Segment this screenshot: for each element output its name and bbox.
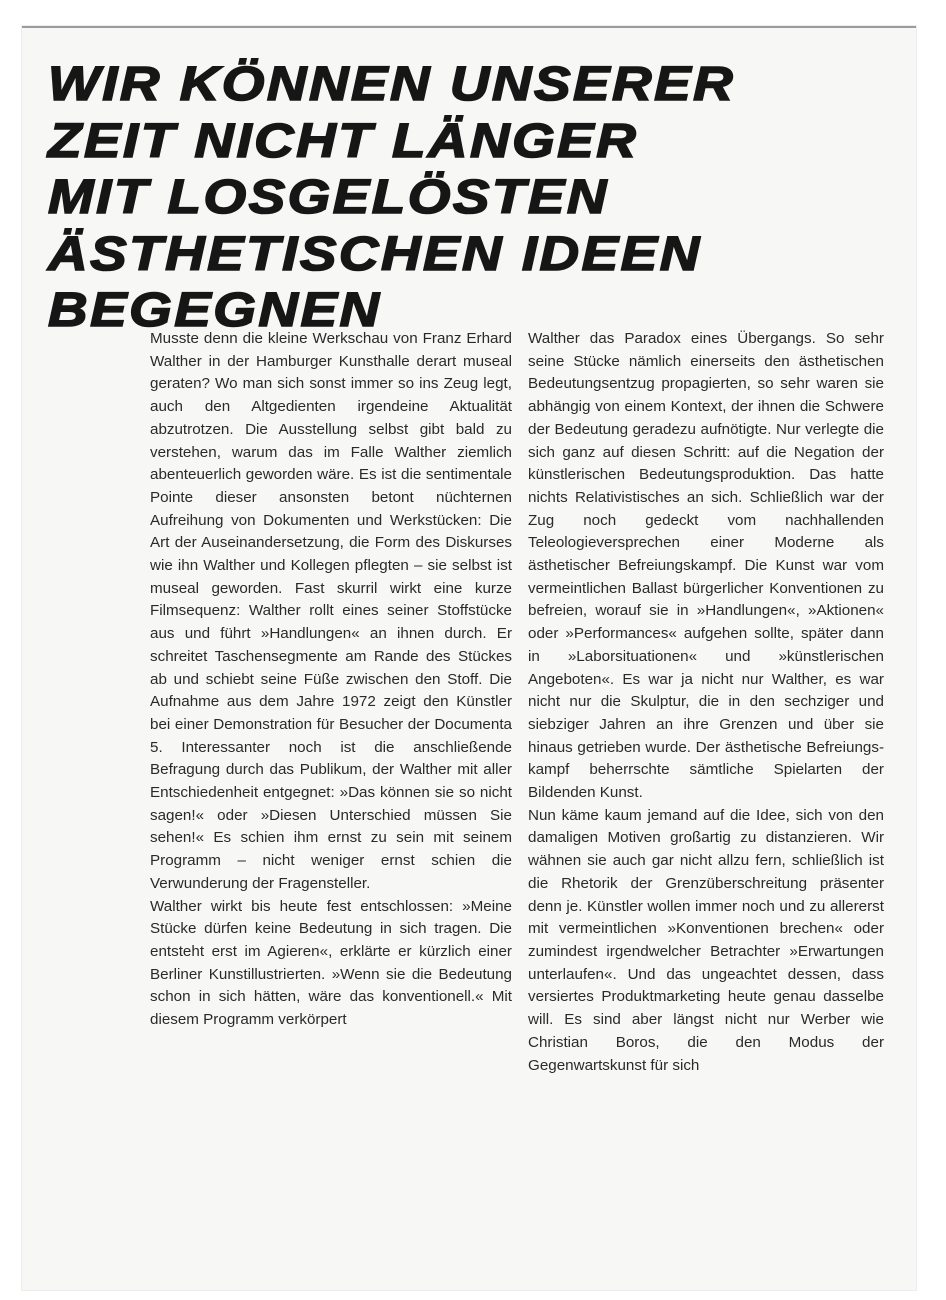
body-column-right [528, 328, 884, 1077]
body-paragraph: Walther das Paradox eines Übergangs. So sehr seine Stücke nämlich einerseits den ästhetischen Bedeutungsentzug propagierten, so sehr waren sie abhängig von einem Kontext, der ihnen die Schwere der Bedeutung geradezu aufnötigte. Nur verlegte die sich ganz auf diesen Schritt: auf die Negation der künstlerischen Bedeutungsproduktion. Das hatte nichts Relativistisches an sich. Schließlich war der Zug noch gedeckt vom nachhallenden Teleologieversprechen einer Moderne als ästhetischer Befreiungskampf. Die Kunst war vom vermeintlichen Ballast bürgerlicher Konventionen zu befreien, worauf sie in »Handlungen«, »Aktionen« oder »Performances« aufgehen sollte, später dann in »Laborsituationen« und »künstlerischen Angeboten«. Es war ja nicht nur Walther, es war nicht nur die Skulptur, die in den sechziger und siebziger Jahren an ihre Grenzen und über sie hinaus getrieben wurde. Der ästhetische Befreiungskampf beherrschte sämtliche Spielarten der Bildenden Kunst. [528, 330, 884, 802]
headline-line: WIR KÖNNEN UNSERER [48, 57, 736, 111]
body-column-left [150, 328, 512, 1032]
magazine-page [22, 26, 916, 1290]
body-paragraph: Nun käme kaum jemand auf die Idee, sich von den damaligen Motiven großartig zu distanzieren. Wir wähnen sie auch gar nicht allzu fern, schließlich ist die Rhetorik der Grenzüberschreitung präsenter denn je. Künstler wollen immer noch und zu allererst mit vermeintlichen »Konventionen brechen« oder zumindest irgendwelcher Betrachter »Erwartungen unterlaufen«. Und das ungeachtet dessen, dass versiertes Produktmarketing heute genau dasselbe will. Es sind aber längst nicht nur Werber wie Christian Boros, die den Modus der Gegenwartskunst für sich [528, 806, 884, 1074]
body-paragraph: Walther wirkt bis heute fest entschlossen: »Meine Stücke dürfen keine Bedeutung in sich tragen. Die entsteht erst im Agieren«, erklärte er kürzlich einer Berliner Kunstillustrierten. »Wenn sie die Bedeutung schon in sich hätten, wäre das konventionell.« Mit diesem Programm verkörpert [150, 897, 512, 1029]
headline-line: MIT LOSGELÖSTEN [48, 170, 609, 224]
body-paragraph: Musste denn die kleine Werkschau von Franz Erhard Walther in der Hamburger Kunsthalle derart museal geraten? Wo man sich sonst immer so ins Zeug legt, auch den Altgedienten irgendeine Aktualität abzutrotzen. Die Ausstellung selbst gibt bald zu verstehen, warum das im Falle Walther ziemlich abenteuerlich geworden wäre. Es ist die sentimentale Pointe dieser ansonsten betont nüchternen Aufreihung von Dokumenten und Werkstücken: Die Art der Auseinandersetzung, die Form des Diskurses wie ihn Walther und Kollegen pflegten – sie selbst ist museal geworden. Fast skurril wirkt eine kurze Filmsequenz: Walther rollt eines seiner Stoffstücke aus und führt »Handlungen« an ihnen durch. Er schreitet Taschensegmente am Rande des Stückes ab und schiebt seine Füße zwischen den Stoff. Die Aufnahme aus dem Jahre 1972 zeigt den Künstler bei einer Demonstration für Besucher der Documenta 5. Interessanter noch ist die anschließende Befragung durch das Publikum, der Walther mit aller Entschiedenheit entgegnet: »Das können sie so nicht sagen!« oder »Diesen Unterschied müssen Sie sehen!« Es schien ihm ernst zu sein mit seinem Programm – nicht weniger ernst schien die Verwunderung der Fragensteller. [150, 330, 512, 892]
headline-line: ÄSTHETISCHEN IDEEN [48, 226, 702, 281]
headline-line: ZEIT NICHT LÄNGER [48, 113, 639, 168]
article-headline [48, 56, 735, 339]
headline-line: BEGEGNEN [48, 283, 382, 337]
